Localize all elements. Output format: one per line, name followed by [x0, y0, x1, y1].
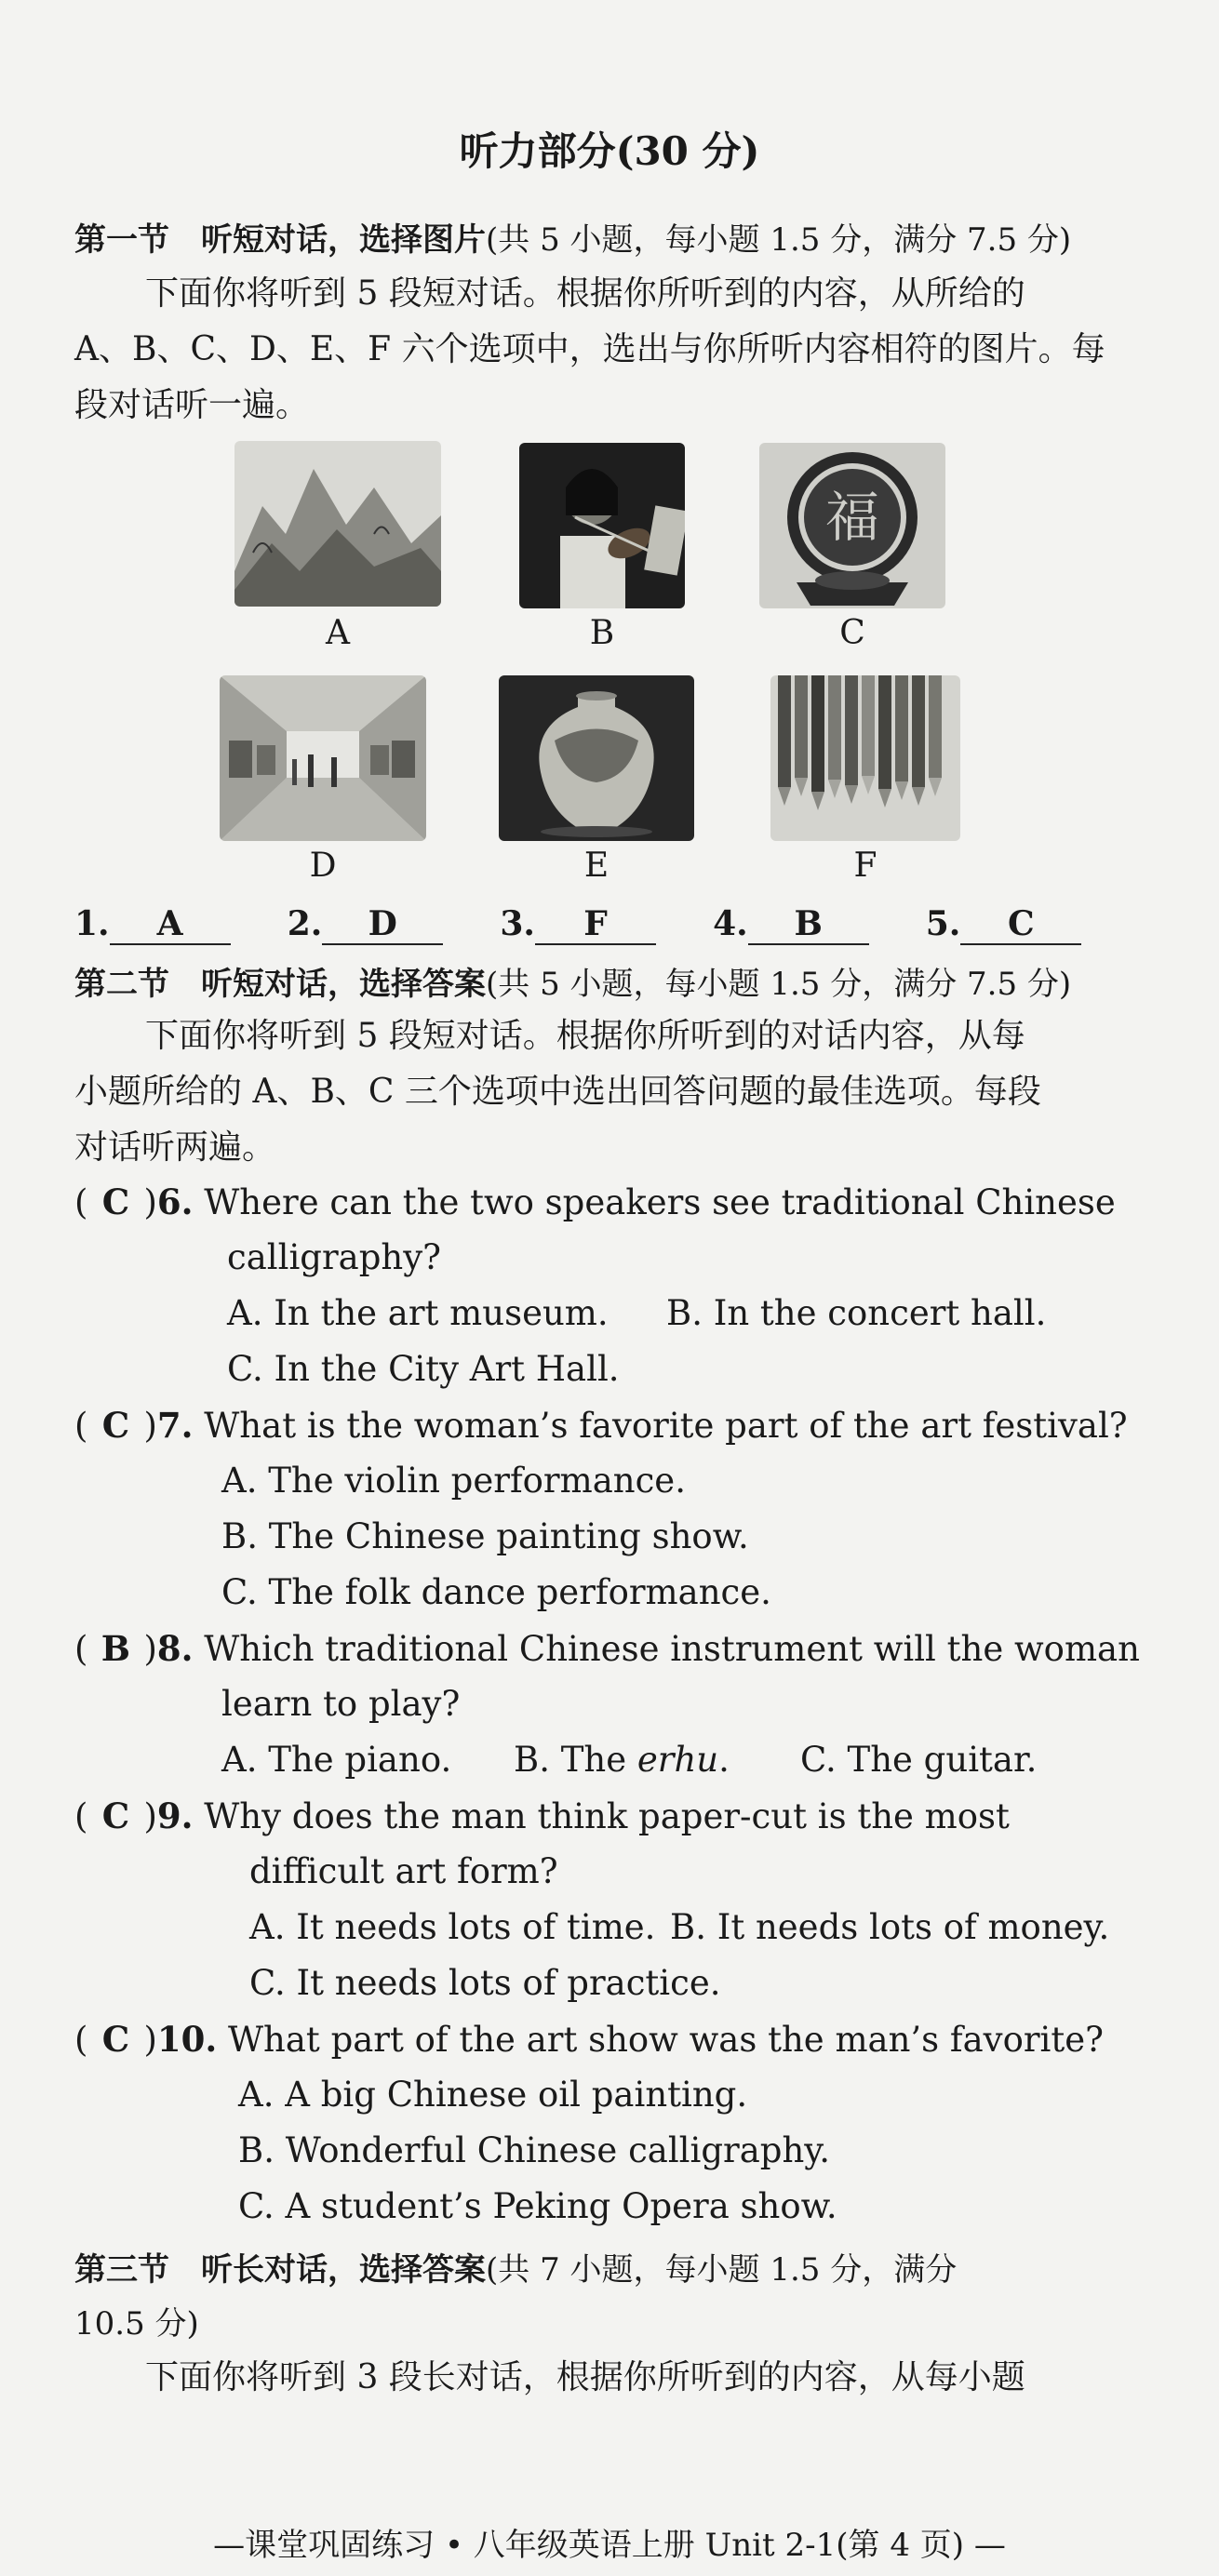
question-6-option-b: B. In the concert hall. — [666, 1293, 1047, 1333]
picture-a — [234, 441, 441, 607]
answer-1: A — [110, 904, 231, 945]
question-7-option-c: C. The folk dance performance. — [221, 1572, 771, 1612]
section1-para-line1: 下面你将听到 5 段短对话。根据你所听到的内容，从所给的 — [145, 274, 1025, 313]
question-9-option-b: B. It needs lots of money. — [670, 1907, 1110, 1947]
question-8-option-a: A. The piano. — [221, 1740, 452, 1780]
question-8-line2: learn to play? — [221, 1684, 461, 1724]
question-10-option-b: B. Wonderful Chinese calligraphy. — [238, 2130, 831, 2170]
question-10-option-a: A. A big Chinese oil painting. — [238, 2075, 748, 2115]
picture-a-label: A — [326, 614, 350, 652]
picture-d — [220, 675, 426, 841]
question-7-option-b: B. The Chinese painting show. — [221, 1516, 749, 1556]
question-9-option-a: A. It needs lots of time. — [249, 1907, 656, 1947]
section2-para-line2: 小题所给的 A、B、C 三个选项中选出回答问题的最佳选项。每段 — [74, 1073, 1041, 1111]
section1-para-line2: A、B、C、D、E、F 六个选项中，选出与你所听内容相符的图片。每 — [74, 330, 1105, 368]
question-7: ( C )7. What is the woman’s favorite part of the art festival? — [74, 1405, 1128, 1446]
question-6: ( C )6. Where can the two speakers see traditional Chinese — [74, 1181, 1116, 1222]
question-8-option-c: C. The guitar. — [800, 1740, 1038, 1780]
picture-e-label: E — [583, 847, 610, 885]
question-9: ( C )9. Why does the man think paper-cut is the most — [74, 1795, 1010, 1836]
answer-4: B — [748, 904, 869, 945]
page-title: 听力部分(30 分) — [459, 128, 760, 174]
picture-b — [519, 443, 685, 608]
picture-d-label: D — [309, 847, 337, 885]
question-10: ( C )10. What part of the art show was the man’s favorite? — [74, 2019, 1104, 2060]
landscape-painting-icon — [234, 441, 441, 607]
page-footer: —课堂巩固练习 • 八年级英语上册 Unit 2-1(第 4 页) — — [213, 2527, 1006, 2564]
question-8-option-b: B. The erhu. — [514, 1740, 730, 1780]
picture-b-label: B — [589, 614, 615, 652]
section2-para-line1: 下面你将听到 5 段短对话。根据你所听到的对话内容，从每 — [145, 1017, 1025, 1055]
answer-row: 1. A 2. D 3. F 4. B 5. C — [74, 904, 1081, 945]
picture-e — [499, 675, 694, 841]
svg-text:福: 福 — [824, 486, 880, 549]
question-9-line2: difficult art form? — [249, 1851, 558, 1891]
picture-f-label: F — [853, 847, 877, 885]
question-6-answer: C — [101, 1181, 130, 1222]
section3-para: 下面你将听到 3 段长对话，根据你所听到的内容，从每小题 — [145, 2358, 1025, 2396]
answer-3: F — [535, 904, 656, 945]
question-10-option-c: C. A student’s Peking Opera show. — [238, 2186, 837, 2226]
question-7-answer: C — [101, 1405, 130, 1446]
section2-para-line3: 对话听两遍。 — [74, 1128, 276, 1167]
porcelain-vase-icon — [499, 675, 694, 841]
question-8-answer: B — [100, 1628, 131, 1669]
picture-c-label: C — [839, 614, 865, 652]
section3-heading: 第三节 听长对话，选择答案(共 7 小题，每小题 1.5 分，满分 — [74, 2251, 958, 2289]
question-6-line2: calligraphy? — [227, 1237, 441, 1277]
section1-heading: 第一节 听短对话，选择图片(共 5 小题，每小题 1.5 分，满分 7.5 分) — [74, 221, 1072, 259]
question-9-option-c: C. It needs lots of practice. — [249, 1963, 721, 2003]
section3-info-continued: 10.5 分) — [74, 2305, 199, 2342]
answer-2: D — [322, 904, 443, 945]
question-6-option-c: C. In the City Art Hall. — [227, 1349, 620, 1389]
picture-f — [770, 675, 960, 841]
section2-heading: 第二节 听短对话，选择答案(共 5 小题，每小题 1.5 分，满分 7.5 分) — [74, 966, 1072, 1003]
picture-c — [759, 443, 945, 608]
question-6-option-a: A. In the art museum. — [227, 1293, 609, 1333]
answer-5: C — [960, 904, 1081, 945]
question-10-answer: C — [101, 2019, 130, 2060]
question-7-option-a: A. The violin performance. — [221, 1461, 686, 1501]
fu-papercut-icon — [759, 443, 945, 608]
question-9-answer: C — [101, 1795, 130, 1836]
gallery-hall-icon — [220, 675, 426, 841]
question-8: ( B )8. Which traditional Chinese instrument will the woman — [74, 1628, 1140, 1669]
section1-para-line3: 段对话听一遍。 — [74, 386, 310, 424]
violinist-photo-icon — [519, 443, 685, 608]
colored-pencils-icon — [770, 675, 960, 841]
